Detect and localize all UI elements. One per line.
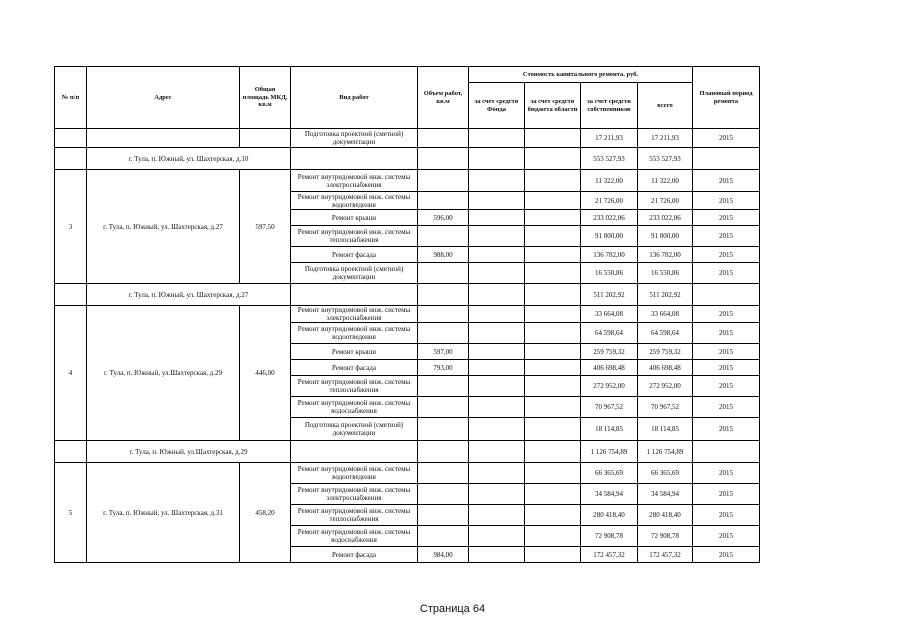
cell-region: [525, 505, 581, 526]
cell-area: 446,00: [240, 306, 291, 441]
cell-fund: [469, 263, 525, 284]
cell-total: 70 967,52: [638, 397, 693, 418]
cell-work: Ремонт внутридомовой инж. системы электроснабжения: [291, 170, 418, 192]
cell-work: [291, 441, 418, 463]
cell-region: [525, 360, 581, 376]
cell-owners: 66 365,69: [581, 463, 638, 484]
table-body: [55, 129, 760, 563]
cell-no: 3: [55, 170, 87, 284]
cell-volume: [418, 129, 469, 148]
cell-total: 17 211,93: [638, 129, 693, 148]
header-period: Плановый период ремонта: [693, 67, 760, 129]
repair-table: [54, 66, 760, 563]
cell-volume: [418, 484, 469, 505]
subtotal-label: г. Тула, п. Южный, ул. Шахтерская, д.10: [87, 148, 291, 170]
cell-region: [525, 148, 581, 170]
cell-work: Ремонт крыши: [291, 344, 418, 360]
cell-region: [525, 547, 581, 563]
cell-no: [55, 284, 87, 306]
cell-period: [693, 441, 760, 463]
cell-region: [525, 344, 581, 360]
cell-period: 2015: [693, 344, 760, 360]
cell-region: [525, 397, 581, 418]
cell-fund: [469, 360, 525, 376]
cell-address: г. Тула, п. Южный, ул. Шахтерская, д.27: [87, 170, 240, 284]
cell-volume: [418, 376, 469, 397]
cell-owners: 64 598,64: [581, 323, 638, 344]
cell-address: [87, 129, 240, 148]
cell-address: г. Тула, п. Южный, ул. Шахтерская, д.31: [87, 463, 240, 563]
cell-fund: [469, 547, 525, 563]
header-total: всего: [638, 83, 693, 129]
cell-region: [525, 463, 581, 484]
subtotal-owners: 553 527,93: [581, 148, 638, 170]
cell-area: 458,20: [240, 463, 291, 563]
cell-total: 91 800,00: [638, 226, 693, 247]
cell-volume: 988,00: [418, 247, 469, 263]
cell-region: [525, 170, 581, 192]
subtotal-total: 553 527,93: [638, 148, 693, 170]
subtotal-owners: 1 126 754,89: [581, 441, 638, 463]
cell-fund: [469, 397, 525, 418]
cell-region: [525, 226, 581, 247]
cell-fund: [469, 226, 525, 247]
header-volume: Объем работ, кв.м: [418, 67, 469, 129]
cell-total: 406 698,48: [638, 360, 693, 376]
header-area: Общая площадь МКД, кв.м: [240, 67, 291, 129]
cell-period: 2015: [693, 129, 760, 148]
cell-owners: 91 800,00: [581, 226, 638, 247]
header-fund: за счет средств Фонда: [469, 83, 525, 129]
cell-region: [525, 526, 581, 547]
cell-owners: 33 664,08: [581, 306, 638, 323]
cell-work: Ремонт фасада: [291, 247, 418, 263]
cell-period: 2015: [693, 360, 760, 376]
cell-region: [525, 129, 581, 148]
cell-work: Подготовка проектной (сметной) документации: [291, 263, 418, 284]
cell-region: [525, 306, 581, 323]
cell-fund: [469, 441, 525, 463]
cell-period: 2015: [693, 323, 760, 344]
cell-region: [525, 284, 581, 306]
subtotal-total: 1 126 754,89: [638, 441, 693, 463]
cell-work: Ремонт внутридомовой инж. системы теплоснабжения: [291, 505, 418, 526]
cell-no: 5: [55, 463, 87, 563]
cell-owners: 70 967,52: [581, 397, 638, 418]
subtotal-row: [55, 148, 760, 170]
header-cost-group: Стоимость капитального ремонта, руб.: [469, 67, 693, 83]
cell-volume: [418, 284, 469, 306]
cell-fund: [469, 284, 525, 306]
header-work-type: Вид работ: [291, 67, 418, 129]
cell-region: [525, 247, 581, 263]
cell-volume: [418, 226, 469, 247]
cell-volume: [418, 306, 469, 323]
cell-volume: 793,00: [418, 360, 469, 376]
cell-work: [291, 148, 418, 170]
cell-total: 33 664,08: [638, 306, 693, 323]
cell-total: 259 759,32: [638, 344, 693, 360]
header-address: Адрес: [87, 67, 240, 129]
document-sheet: [54, 66, 759, 563]
cell-total: 11 322,00: [638, 170, 693, 192]
cell-region: [525, 192, 581, 210]
cell-owners: 233 022,06: [581, 210, 638, 226]
cell-work: Подготовка проектной (сметной) документации: [291, 418, 418, 441]
cell-fund: [469, 192, 525, 210]
cell-period: 2015: [693, 226, 760, 247]
cell-owners: 11 322,00: [581, 170, 638, 192]
cell-total: 21 726,00: [638, 192, 693, 210]
subtotal-label: г. Тула, п. Южный, ул.Шахтерская, д.29: [87, 441, 291, 463]
cell-total: 18 114,85: [638, 418, 693, 441]
cell-owners: 280 418,40: [581, 505, 638, 526]
cell-fund: [469, 484, 525, 505]
cell-owners: 18 114,85: [581, 418, 638, 441]
cell-period: 2015: [693, 505, 760, 526]
cell-area: [240, 129, 291, 148]
cell-fund: [469, 306, 525, 323]
page-number: Страница 64: [419, 603, 486, 615]
cell-owners: 172 457,32: [581, 547, 638, 563]
cell-period: 2015: [693, 247, 760, 263]
cell-no: [55, 441, 87, 463]
cell-work: Ремонт внутридомовой инж. системы теплоснабжения: [291, 376, 418, 397]
cell-owners: 272 952,00: [581, 376, 638, 397]
cell-no: [55, 148, 87, 170]
cell-fund: [469, 210, 525, 226]
cell-work: Ремонт внутридомовой инж. системы водоснабжения: [291, 397, 418, 418]
cell-no: [55, 129, 87, 148]
cell-work: Ремонт внутридомовой инж. системы электроснабжения: [291, 306, 418, 323]
cell-work: Ремонт внутридомовой инж. системы водоотведения: [291, 192, 418, 210]
cell-volume: [418, 526, 469, 547]
table-row: [55, 129, 760, 148]
cell-area: 597,50: [240, 170, 291, 284]
cell-work: Ремонт внутридомовой инж. системы теплоснабжения: [291, 226, 418, 247]
cell-owners: 72 908,78: [581, 526, 638, 547]
cell-fund: [469, 418, 525, 441]
cell-period: 2015: [693, 192, 760, 210]
cell-volume: [418, 505, 469, 526]
cell-total: 233 022,06: [638, 210, 693, 226]
cell-owners: 406 698,48: [581, 360, 638, 376]
cell-work: Подготовка проектной (сметной) документации: [291, 129, 418, 148]
cell-volume: 597,00: [418, 344, 469, 360]
cell-region: [525, 263, 581, 284]
cell-volume: [418, 170, 469, 192]
cell-total: 64 598,64: [638, 323, 693, 344]
subtotal-owners: 511 202,92: [581, 284, 638, 306]
cell-address: г. Тула, п. Южный, ул.Шахтерская, д.29: [87, 306, 240, 441]
cell-owners: 21 726,00: [581, 192, 638, 210]
cell-owners: 16 550,86: [581, 263, 638, 284]
cell-fund: [469, 505, 525, 526]
cell-volume: [418, 148, 469, 170]
cell-period: [693, 148, 760, 170]
cell-owners: 17 211,93: [581, 129, 638, 148]
cell-work: Ремонт внутридомовой инж. системы электроснабжения: [291, 484, 418, 505]
cell-fund: [469, 170, 525, 192]
cell-fund: [469, 129, 525, 148]
cell-total: 34 584,94: [638, 484, 693, 505]
cell-no: 4: [55, 306, 87, 441]
cell-fund: [469, 323, 525, 344]
cell-region: [525, 441, 581, 463]
cell-volume: [418, 192, 469, 210]
cell-work: Ремонт крыши: [291, 210, 418, 226]
cell-period: 2015: [693, 547, 760, 563]
subtotal-row: [55, 284, 760, 306]
cell-work: Ремонт фасада: [291, 547, 418, 563]
cell-work: Ремонт внутридомовой инж. системы водоотведения: [291, 323, 418, 344]
cell-period: 2015: [693, 170, 760, 192]
cell-period: 2015: [693, 484, 760, 505]
cell-volume: [418, 441, 469, 463]
header-owners: за счет средств собственников: [581, 83, 638, 129]
cell-total: 280 418,40: [638, 505, 693, 526]
table-row: [55, 170, 760, 192]
cell-volume: [418, 463, 469, 484]
cell-region: [525, 323, 581, 344]
cell-owners: 136 782,00: [581, 247, 638, 263]
cell-total: 66 365,69: [638, 463, 693, 484]
cell-owners: 34 584,94: [581, 484, 638, 505]
cell-region: [525, 484, 581, 505]
cell-period: 2015: [693, 376, 760, 397]
table-row: [55, 306, 760, 323]
cell-work: Ремонт внутридомовой инж. системы водоотведения: [291, 463, 418, 484]
cell-work: Ремонт внутридомовой инж. системы водоснабжения: [291, 526, 418, 547]
cell-region: [525, 376, 581, 397]
cell-owners: 259 759,32: [581, 344, 638, 360]
cell-volume: [418, 418, 469, 441]
cell-total: 172 457,32: [638, 547, 693, 563]
header-region: за счет средств бюджета области: [525, 83, 581, 129]
cell-fund: [469, 148, 525, 170]
cell-volume: [418, 323, 469, 344]
cell-fund: [469, 247, 525, 263]
cell-period: 2015: [693, 210, 760, 226]
subtotal-total: 511 202,92: [638, 284, 693, 306]
header-no: № п/п: [55, 67, 87, 129]
cell-volume: 596,00: [418, 210, 469, 226]
cell-period: 2015: [693, 263, 760, 284]
cell-period: 2015: [693, 526, 760, 547]
cell-volume: [418, 397, 469, 418]
cell-fund: [469, 376, 525, 397]
cell-period: 2015: [693, 397, 760, 418]
cell-period: 2015: [693, 463, 760, 484]
subtotal-label: г. Тула, п. Южный, ул. Шахтерская, д.27: [87, 284, 291, 306]
cell-fund: [469, 526, 525, 547]
cell-total: 72 908,78: [638, 526, 693, 547]
cell-period: 2015: [693, 418, 760, 441]
cell-period: [693, 284, 760, 306]
cell-total: 16 550,86: [638, 263, 693, 284]
cell-volume: 984,00: [418, 547, 469, 563]
cell-total: 136 782,00: [638, 247, 693, 263]
cell-fund: [469, 463, 525, 484]
subtotal-row: [55, 441, 760, 463]
cell-region: [525, 210, 581, 226]
cell-region: [525, 418, 581, 441]
table-row: [55, 463, 760, 484]
cell-volume: [418, 263, 469, 284]
cell-fund: [469, 344, 525, 360]
cell-period: 2015: [693, 306, 760, 323]
cell-total: 272 952,00: [638, 376, 693, 397]
cell-work: Ремонт фасада: [291, 360, 418, 376]
cell-work: [291, 284, 418, 306]
